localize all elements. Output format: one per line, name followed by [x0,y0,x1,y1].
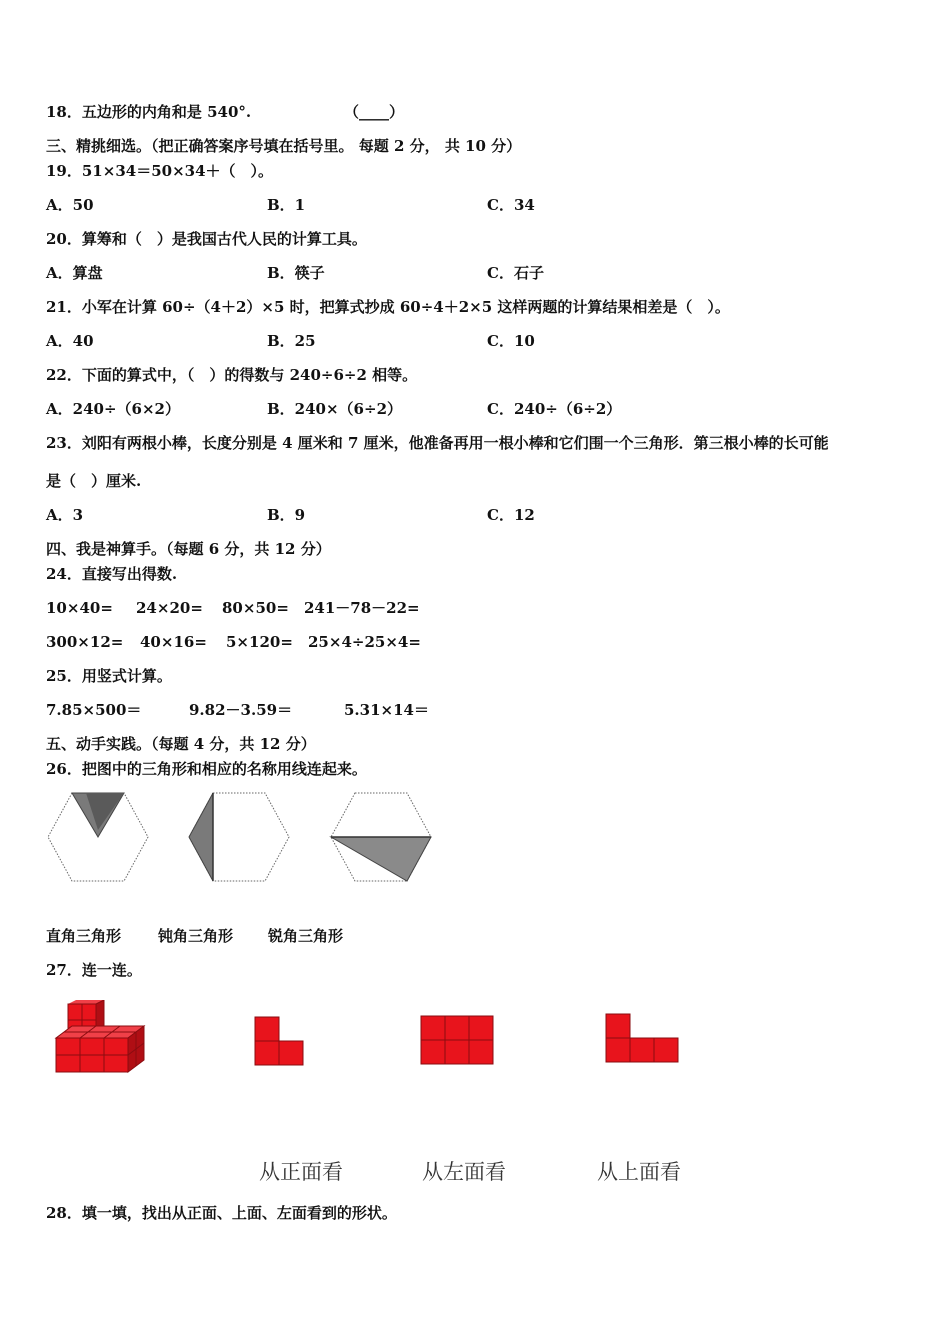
answer-blank-18: （____） [344,103,405,121]
vertical-calc-item: 9.82－3.59＝ [189,701,293,719]
hexagon-figure-3 [329,790,433,884]
option-22-b: B．240×（6÷2） [267,400,403,418]
calc-item: 10×40= [46,599,113,617]
triangle-name-right: 直角三角形 [46,927,122,945]
option-20-c: C．石子 [487,264,544,282]
view-shape-2 [420,1015,496,1067]
calc-item: 24×20= [136,599,203,617]
section-3-heading: 三、精挑细选。（把正确答案序号填在括号里。 每题 2 分， 共 10 分） [46,137,522,155]
option-23-c: C．12 [487,506,535,524]
calc-item: 25×4÷25×4= [308,633,421,651]
question-25: 25．用竖式计算。 [46,667,172,685]
option-21-a: A．40 [46,332,94,350]
vertical-calc-item: 7.85×500＝ [46,701,142,719]
calc-item: 241－78－22= [304,599,420,617]
section-4-heading: 四、我是神算手。（每题 6 分，共 12 分） [46,540,331,558]
question-23-line-2: 是（ ）厘米. [46,472,142,490]
calc-item: 40×16= [140,633,207,651]
option-21-b: B．25 [267,332,316,350]
option-20-a: A．算盘 [46,264,103,282]
question-21: 21．小军在计算 60÷（4＋2）×5 时，把算式抄成 60÷4＋2×5 这样两题的计算结果相差是（ ）。 [46,298,730,316]
question-19: 19．51×34＝50×34＋（ ）。 [46,162,274,180]
section-5-heading: 五、动手实践。（每题 4 分，共 12 分） [46,735,316,753]
question-26: 26．把图中的三角形和相应的名称用线连起来。 [46,760,367,778]
calc-item: 300×12= [46,633,124,651]
option-20-b: B．筷子 [267,264,325,282]
option-19-c: C．34 [487,196,535,214]
question-27: 27．连一连。 [46,961,142,979]
option-19-a: A．50 [46,196,94,214]
option-23-b: B．9 [267,506,306,524]
hexagon-figure-1 [46,790,150,884]
option-22-c: C．240÷（6÷2） [487,400,622,418]
question-28: 28．填一填，找出从正面、上面、左面看到的形状。 [46,1204,397,1222]
triangle-name-obtuse: 钝角三角形 [158,927,234,945]
triangle-name-acute: 锐角三角形 [268,927,344,945]
option-19-b: B．1 [267,196,306,214]
view-shape-3 [605,1013,681,1065]
calc-item: 80×50= [222,599,289,617]
option-22-a: A．240÷（6×2） [46,400,180,418]
view-label-front: 从正面看 [259,1160,343,1184]
vertical-calc-item: 5.31×14＝ [344,701,429,719]
question-23-line-1: 23．刘阳有两根小棒，长度分别是 4 厘米和 7 厘米，他准备再用一根小棒和它们围一个三角形．第三根小棒的长可能 [46,434,829,452]
option-21-c: C．10 [487,332,535,350]
view-label-top: 从上面看 [597,1160,681,1184]
option-23-a: A．3 [46,506,84,524]
hexagon-figure-2 [187,790,291,884]
question-20: 20．算筹和（ ）是我国古代人民的计算工具。 [46,230,367,248]
question-18: 18．五边形的内角和是 540°. [46,103,252,121]
cube-stack-3d [52,1000,152,1076]
question-22: 22．下面的算式中，（ ）的得数与 240÷6÷2 相等。 [46,366,418,384]
view-shape-1 [254,1016,306,1068]
question-24: 24．直接写出得数. [46,565,178,583]
calc-item: 5×120= [226,633,293,651]
view-label-left: 从左面看 [422,1160,506,1184]
